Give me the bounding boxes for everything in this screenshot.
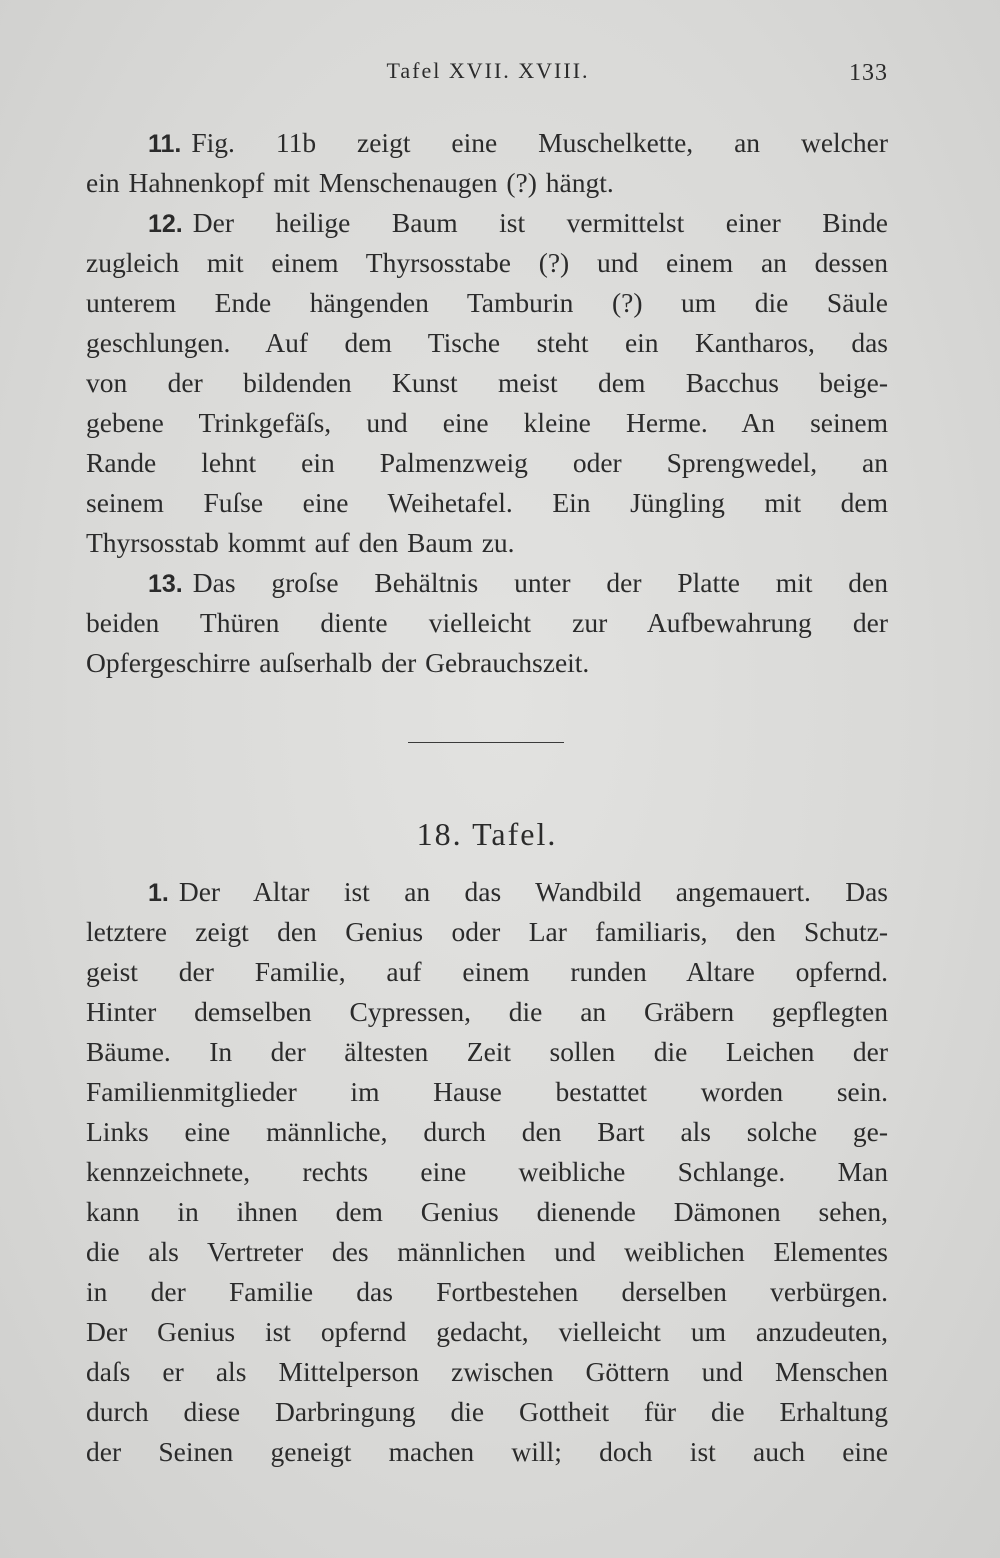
line-text: Der heilige Baum ist vermittelst einer Binde — [192, 207, 888, 238]
paragraph-line — [86, 872, 888, 912]
paragraph-line: durch diese Darbringung die Gottheit für die Erhaltung — [86, 1396, 888, 1427]
paragraph-line: beiden Thüren diente vielleicht zur Aufbewahrung der — [86, 607, 888, 638]
paragraph-number: 1. — [148, 879, 169, 907]
paragraph-line — [86, 123, 888, 163]
paragraph-line: kann in ihnen dem Genius dienende Dämonen sehen, — [86, 1196, 888, 1227]
paragraph-line: Opfergeschirre auſserhalb der Gebrauchszeit. — [86, 647, 590, 678]
paragraph-line: Thyrsosstab kommt auf den Baum zu. — [86, 527, 515, 558]
paragraph-line: geist der Familie, auf einem runden Altare opfernd. — [86, 956, 888, 987]
paragraph-line: Familienmitglieder im Hause bestattet worden sein. — [86, 1076, 888, 1107]
paragraph-line: der Seinen geneigt machen will; doch ist auch eine — [86, 1436, 888, 1467]
text-block-plate-18 — [86, 872, 888, 1472]
line-text: Das groſse Behältnis unter der Platte mit den — [192, 567, 888, 598]
line-text: Der Altar ist an das Wandbild angemauert. Das — [178, 876, 888, 907]
paragraph-line: geschlungen. Auf dem Tische steht ein Kantharos, das — [86, 327, 888, 358]
paragraph-line — [86, 203, 888, 243]
page-number: 133 — [849, 60, 888, 86]
running-head — [88, 58, 888, 88]
section-heading: 18. Tafel. — [416, 816, 558, 852]
paragraph-line: Rande lehnt ein Palmenzweig oder Sprengwedel, an — [86, 447, 888, 478]
paragraph-line: Bäume. In der ältesten Zeit sollen die Leichen der — [86, 1036, 888, 1067]
line-text: Fig. 11b zeigt eine Muschelkette, an welcher — [191, 127, 888, 158]
running-title: Tafel XVII. XVIII. — [386, 58, 590, 83]
paragraph-line: letztere zeigt den Genius oder Lar familiaris, den Schutz- — [86, 916, 888, 947]
paragraph-number: 11. — [148, 130, 182, 158]
paragraph-line: in der Familie das Fortbestehen derselben verbürgen. — [86, 1276, 888, 1307]
paragraph-line: seinem Fuſse eine Weihetafel. Ein Jüngling mit dem — [86, 487, 888, 518]
paragraph-line: zugleich mit einem Thyrsosstabe (?) und einem an dessen — [86, 247, 888, 278]
section-divider — [408, 742, 564, 743]
paragraph-number: 13. — [148, 570, 183, 598]
paragraph-line: Hinter demselben Cypressen, die an Gräbern gepflegten — [86, 996, 888, 1027]
paragraph-line: unterem Ende hängenden Tamburin (?) um die Säule — [86, 287, 888, 318]
paragraph-number: 12. — [148, 210, 183, 238]
paragraph-line: kennzeichnete, rechts eine weibliche Schlange. Man — [86, 1156, 888, 1187]
paragraph-line: Links eine männliche, durch den Bart als solche ge- — [86, 1116, 888, 1147]
paragraph-line: Der Genius ist opfernd gedacht, vielleicht um anzudeuten, — [86, 1316, 888, 1347]
paragraph-line — [86, 563, 888, 603]
paragraph-line: die als Vertreter des männlichen und weiblichen Elementes — [86, 1236, 888, 1267]
paragraph-line: von der bildenden Kunst meist dem Bacchus beige- — [86, 367, 888, 398]
paragraph-line: gebene Trinkgefäſs, und eine kleine Herme. An seinem — [86, 407, 888, 438]
paragraph-line: daſs er als Mittelperson zwischen Göttern und Menschen — [86, 1356, 888, 1387]
paragraph-line: ein Hahnenkopf mit Menschenaugen (?) hängt. — [86, 167, 614, 198]
text-block-plate-17 — [86, 123, 888, 683]
